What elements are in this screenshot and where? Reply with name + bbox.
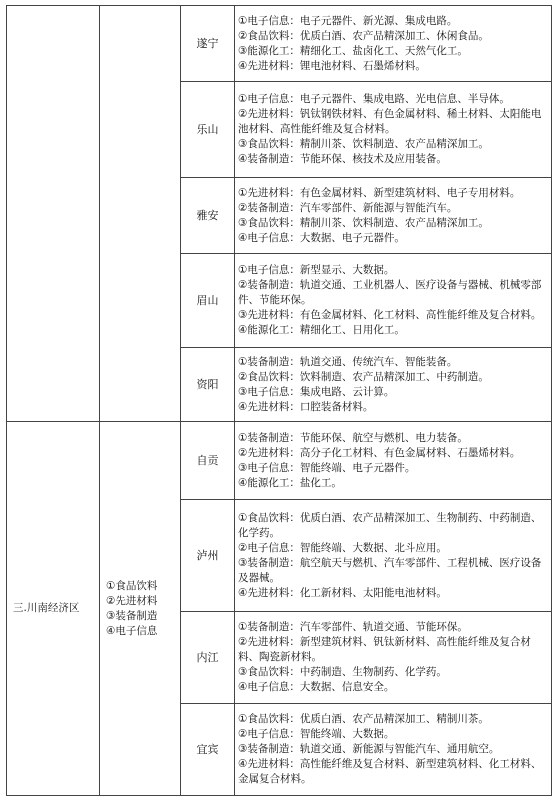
region-cell: 三.川南经济区 — [7, 422, 100, 796]
list-item: ④先进材料：锂电池材料、石墨烯材料。 — [238, 59, 426, 72]
list-item: ③先进材料：有色金属材料、化工材料、高性能纤维及复合材料。 — [238, 309, 542, 321]
region-cell — [7, 6, 100, 422]
items-cell — [235, 348, 552, 422]
list-item: ④电子信息：大数据、信息安全。 — [238, 681, 395, 693]
list-item: ③食品饮料：精制川茶、饮料制造、农产品精深加工。 — [238, 138, 489, 150]
industry-item: ①食品饮料 — [106, 579, 158, 592]
list-item: ②食品饮料：优质白酒、农产品精深加工、休闲食品。 — [238, 29, 489, 42]
city-cell: 资阳 — [181, 348, 235, 422]
list-item: ②先进材料：高分子化工材料、有色金属材料、石墨烯材料。 — [238, 446, 521, 459]
items-cell — [235, 82, 552, 178]
city-cell: 自贡 — [181, 422, 235, 500]
table-row — [7, 422, 552, 500]
list-item: ④先进材料：高性能纤维及复合材料、新型建筑材料、化工材料、金属复合材料。 — [238, 758, 542, 785]
list-item: ①装备制造：节能环保、航空与燃机、电力装备。 — [238, 431, 468, 444]
items-cell — [235, 612, 552, 704]
list-item: ①食品饮料：优质白酒、农产品精深加工、生物制药、中药制造、化学药。 — [238, 511, 542, 539]
list-item: ④能源化工：盐化工。 — [238, 476, 342, 489]
list-item: ①装备制造：汽车零部件、轨道交通、节能环保。 — [238, 621, 468, 633]
city-cell: 内江 — [181, 612, 235, 704]
industry-item: ④电子信息 — [106, 624, 158, 637]
city-cell: 雅安 — [181, 178, 235, 254]
items-cell — [235, 254, 552, 348]
list-item: ①装备制造：轨道交通、传统汽车、智能装备。 — [238, 355, 458, 368]
list-item: ②装备制造：汽车零部件、新能源与智能汽车。 — [238, 201, 458, 214]
city-cell: 乐山 — [181, 82, 235, 178]
list-item: ③食品饮料：精制川茶、饮料制造、农产品精深加工。 — [238, 216, 489, 229]
industry-table — [6, 5, 552, 796]
list-item: ②装备制造：轨道交通、工业机器人、医疗设备与器械、机械零部件、节能环保。 — [238, 279, 542, 306]
list-item: ③能源化工：精细化工、盐卤化工、天然气化工。 — [238, 44, 468, 57]
items-cell — [235, 178, 552, 254]
items-cell — [235, 500, 552, 612]
list-item: ②食品饮料：饮料制造、农产品精深加工、中药制造。 — [238, 370, 489, 383]
list-item: ②电子信息：智能终端、大数据。 — [238, 728, 395, 740]
list-item: ③装备制造：航空航天与燃机、汽车零部件、工程机械、医疗设备及器械。 — [238, 556, 542, 584]
industry-item: ②先进材料 — [106, 594, 158, 607]
list-item: ③食品饮料：中药制造、生物制药、化学药。 — [238, 666, 447, 678]
city-cell: 泸州 — [181, 500, 235, 612]
list-item: ④先进材料：化工新材料、太阳能电池材料。 — [238, 586, 447, 599]
city-cell: 遂宁 — [181, 6, 235, 82]
list-item: ①先进材料：有色金属材料、新型建筑材料、电子专用材料。 — [238, 186, 521, 199]
table-row — [7, 6, 552, 82]
industry-cell — [100, 6, 181, 422]
city-cell: 宜宾 — [181, 704, 235, 796]
list-item: ①电子信息：电子元器件、集成电路、光电信息、半导体。 — [238, 93, 510, 105]
city-cell: 眉山 — [181, 254, 235, 348]
list-item: ③装备制造：轨道交通、新能源与智能汽车、通用航空。 — [238, 743, 500, 755]
list-item: ③电子信息：集成电路、云计算。 — [238, 385, 395, 398]
items-cell — [235, 6, 552, 82]
list-item: ③电子信息：智能终端、电子元器件。 — [238, 461, 416, 474]
industry-item: ③装备制造 — [106, 609, 158, 622]
list-item: ④电子信息：大数据、电子元器件。 — [238, 231, 405, 244]
list-item: ④先进材料：口腔装备材料。 — [238, 400, 374, 413]
items-cell — [235, 422, 552, 500]
list-item: ④装备制造：节能环保、核技术及应用装备。 — [238, 153, 447, 165]
list-item: ①食品饮料：优质白酒、农产品精深加工、精制川茶。 — [238, 713, 489, 725]
list-item: ①电子信息：电子元器件、新光源、集成电路。 — [238, 14, 458, 27]
list-item: ②先进材料：新型建筑材料、钒钛新材料、高性能纤维及复合材料、陶瓷新材料。 — [238, 636, 531, 663]
list-item: ①电子信息：新型显示、大数据。 — [238, 264, 395, 276]
list-item: ②电子信息：智能终端、大数据、北斗应用。 — [238, 541, 447, 554]
industry-cell — [100, 422, 181, 796]
list-item: ②先进材料：钒钛钢铁材料、有色金属材料、稀土材料、太阳能电池材料、高性能纤维及复合材料。 — [238, 108, 542, 135]
items-cell — [235, 704, 552, 796]
list-item: ④能源化工：精细化工、日用化工。 — [238, 324, 405, 336]
